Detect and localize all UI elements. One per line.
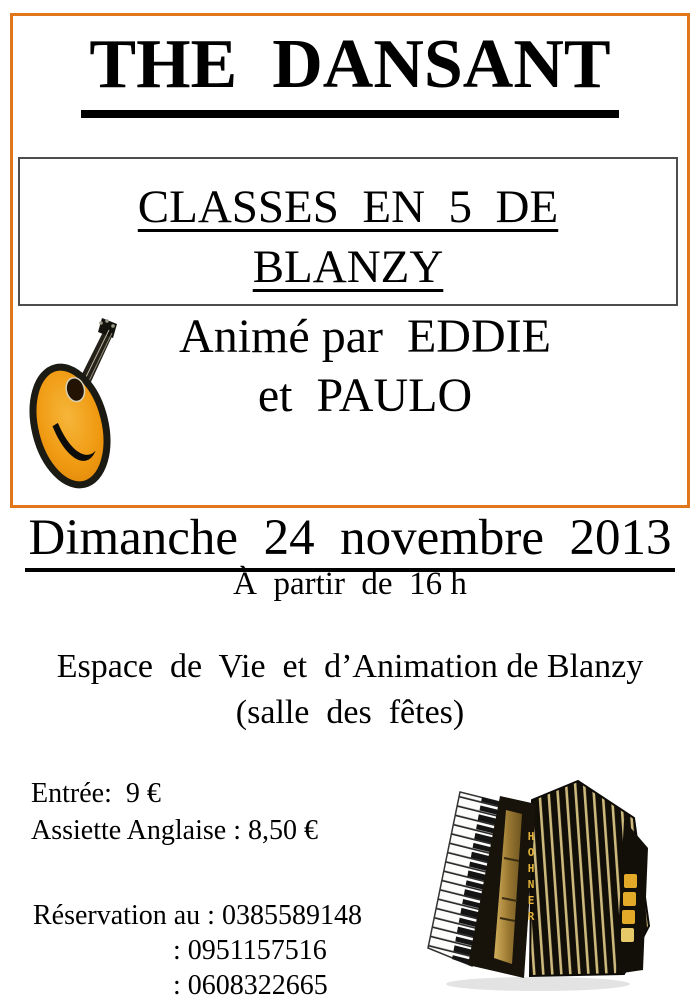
pricing-block bbox=[31, 776, 318, 850]
event-frame bbox=[10, 13, 690, 508]
plate-price: Assiette Anglaise : 8,50 € bbox=[31, 814, 318, 846]
guitar-neck bbox=[80, 318, 117, 384]
accordion-brand-text: HOHNER bbox=[524, 830, 538, 926]
reservation-block bbox=[33, 898, 362, 1002]
classes-line-1: CLASSES EN 5 DE bbox=[137, 181, 559, 233]
classes-line-2: BLANZY bbox=[252, 241, 444, 294]
accordion-image bbox=[420, 778, 652, 996]
event-time: À partir de 16 h bbox=[233, 566, 467, 602]
reservation-line-3: : 0608322665 bbox=[173, 970, 328, 1001]
reservation-line-1: Réservation au : 0385589148 bbox=[33, 900, 362, 931]
animated-by-line-2: et PAULO bbox=[257, 369, 473, 422]
guitar-image bbox=[28, 316, 120, 496]
animated-by-line-1: Animé par EDDIE bbox=[179, 310, 551, 363]
event-date: Dimanche 24 novembre 2013 bbox=[25, 512, 674, 572]
accordion-shadow bbox=[446, 977, 630, 991]
event-date-wrap bbox=[0, 512, 700, 572]
entry-price: Entrée: 9 € bbox=[31, 778, 161, 809]
poster-title-wrap bbox=[13, 26, 687, 118]
venue-line-1: Espace de Vie et d’Animation de Blanzy bbox=[56, 648, 644, 685]
venue-line-2: (salle des fêtes) bbox=[235, 694, 465, 731]
reservation-line-2: : 0951157516 bbox=[173, 935, 327, 966]
classes-box bbox=[18, 157, 678, 306]
guitar-body bbox=[28, 359, 118, 492]
poster-title: THE DANSANT bbox=[81, 30, 618, 118]
